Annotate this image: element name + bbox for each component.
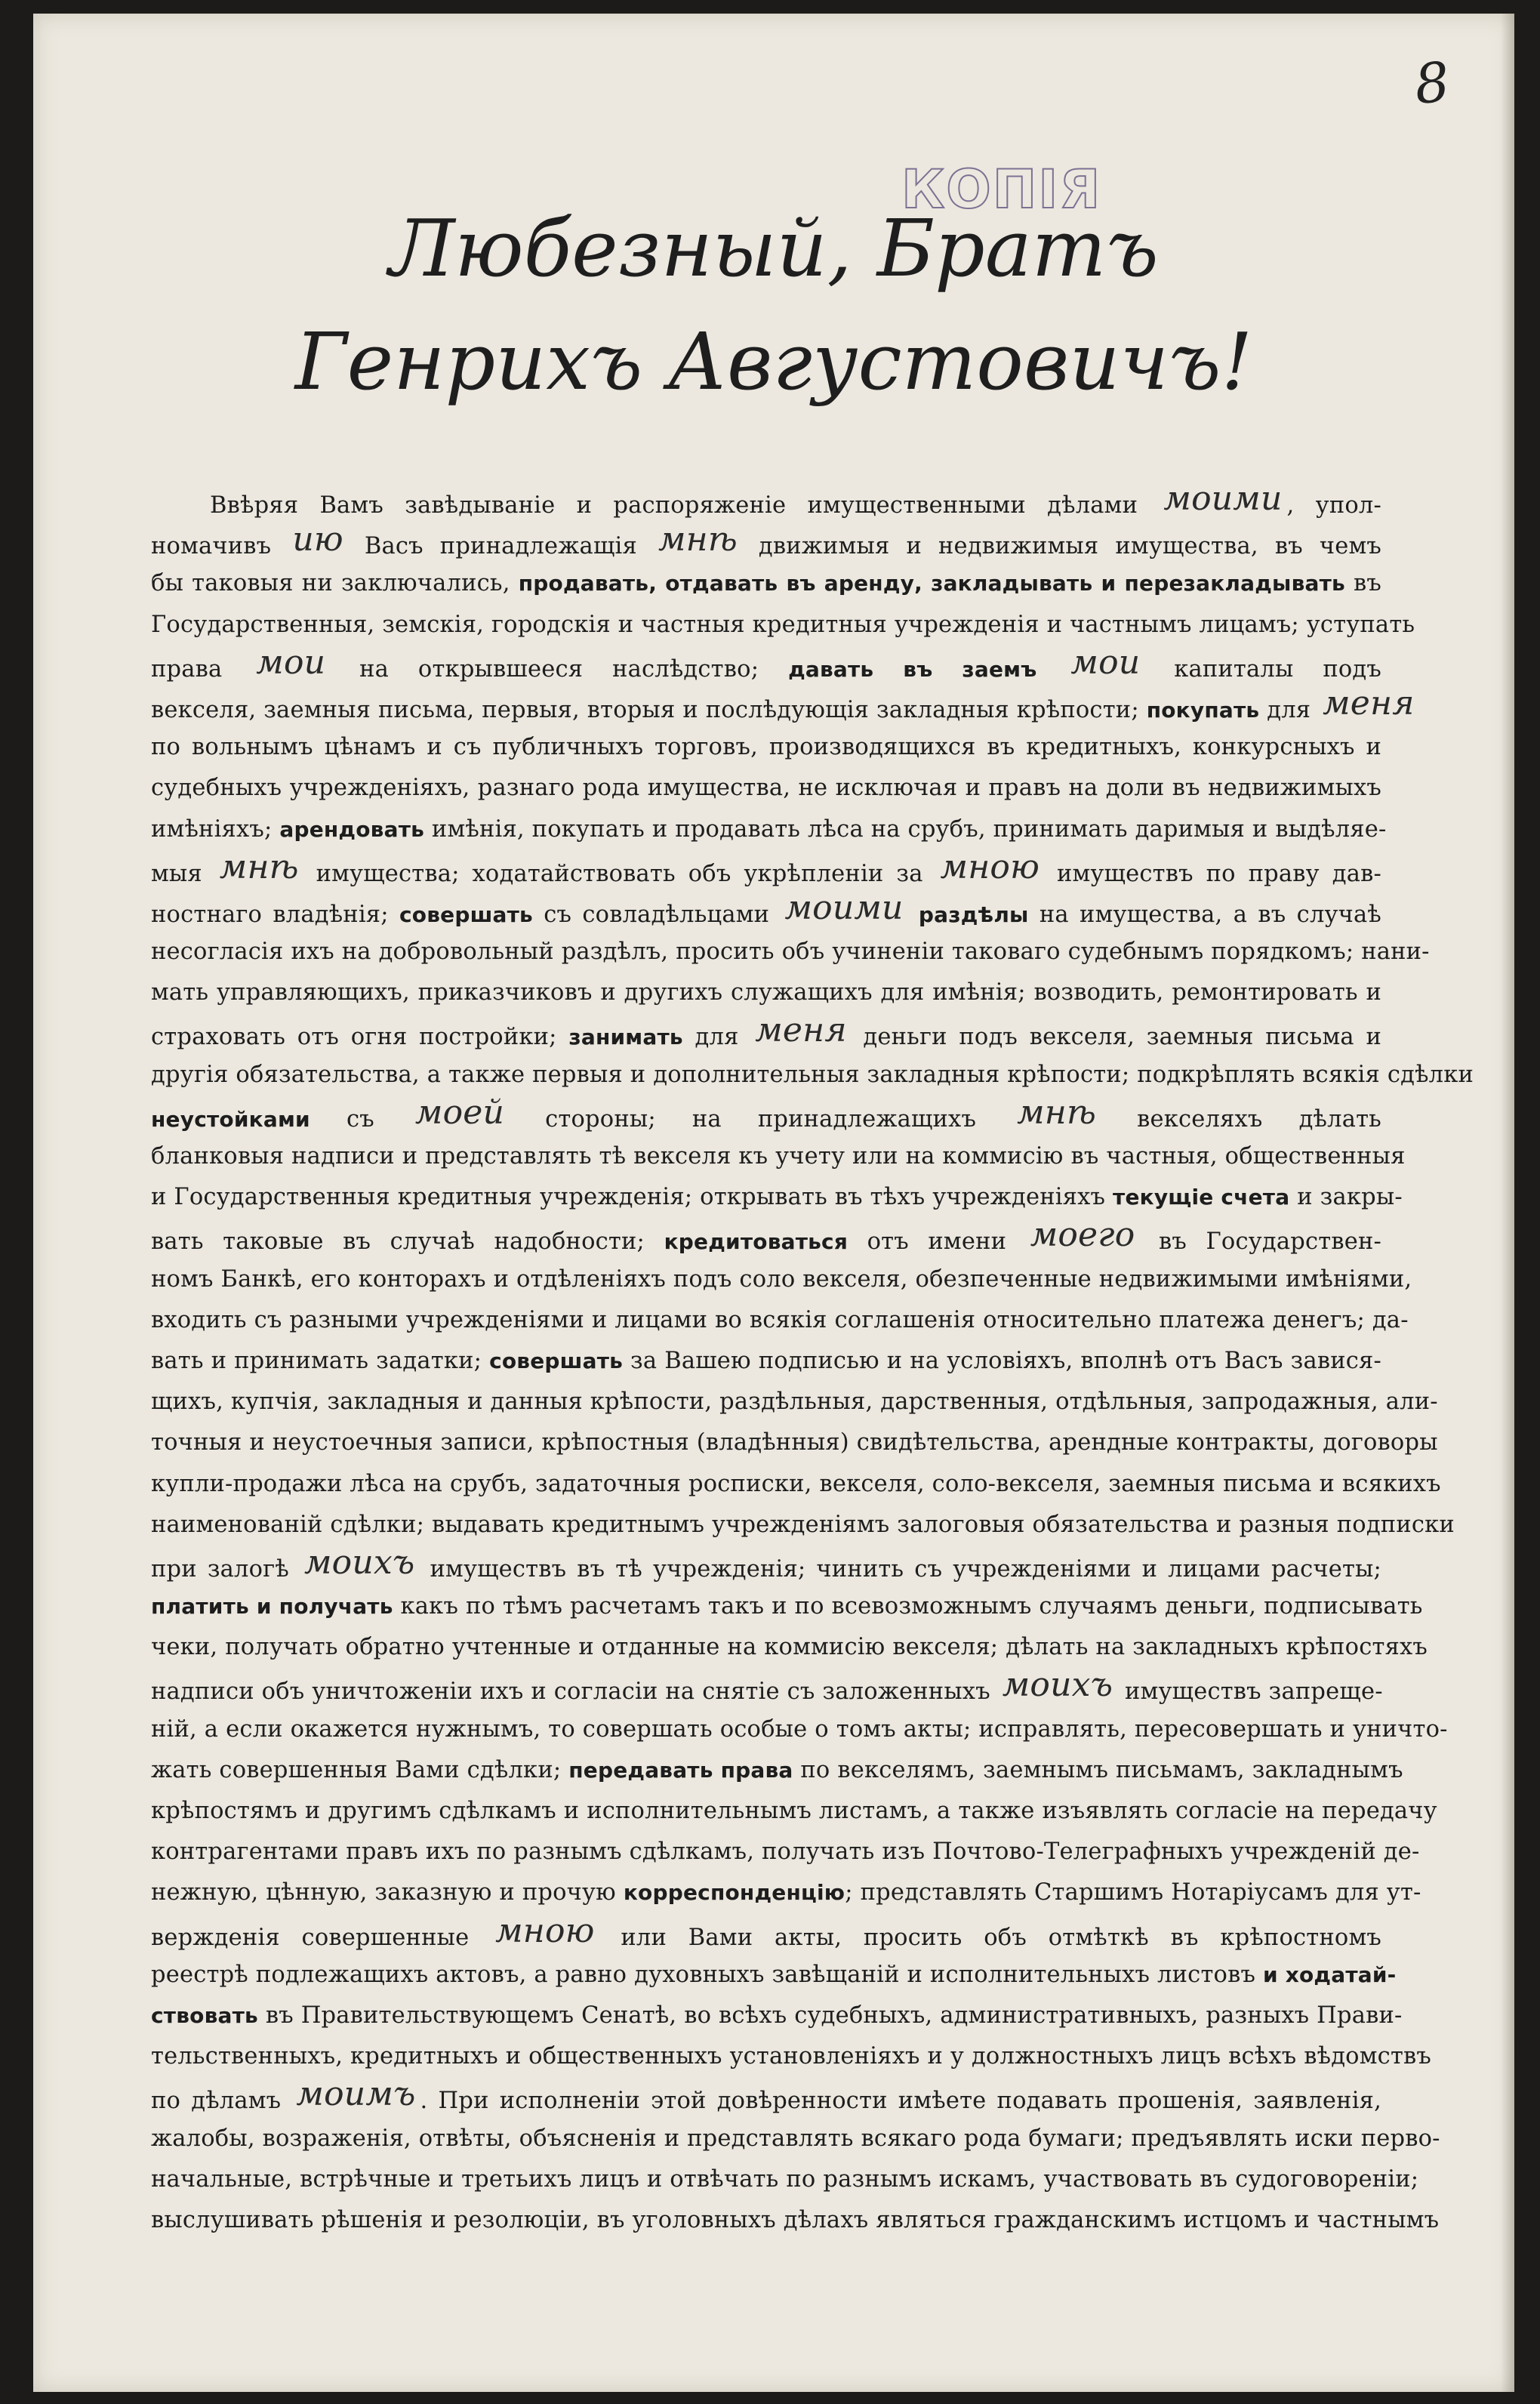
- printed-text: Государственныя, земскія, городскія и частныя кредитныя учрежденія и частнымъ лицамъ; уступать: [151, 611, 1415, 638]
- handwritten-insert: меня: [755, 1011, 847, 1050]
- handwritten-insert: моей: [414, 1093, 505, 1132]
- printed-text: стороны; на принадлежащихъ: [509, 1105, 1013, 1133]
- text-line: [151, 522, 1381, 563]
- printed-text: права: [151, 655, 252, 683]
- bold-term: передавать права: [568, 1757, 793, 1783]
- handwritten-insert: мои: [1070, 643, 1141, 682]
- printed-text: имущества; ходатайствовать объ укрѣпленіи за: [303, 860, 936, 887]
- printed-text: судебныхъ учрежденіяхъ, разнаго рода имущества, не исключая и правъ на доли въ недвижимыхъ: [151, 775, 1381, 802]
- printed-text: чеки, получать обратно учтенные и отданные на коммисію векселя; дѣлать на закладныхъ крѣпостяхъ: [151, 1634, 1428, 1661]
- printed-text: имуществъ въ тѣ учрежденія; чинить съ учрежденіями и лицами расчеты;: [419, 1555, 1381, 1583]
- printed-text: отъ имени: [848, 1228, 1026, 1256]
- printed-text: на открывшееся наслѣдство;: [330, 655, 789, 683]
- handwritten-insert: моими: [1163, 479, 1283, 518]
- printed-text: имѣніяхъ;: [151, 815, 280, 843]
- printed-text: нежную, цѣнную, заказную и прочую: [151, 1879, 624, 1906]
- printed-text: бы таковыя ни заключались,: [151, 570, 519, 597]
- printed-text: надписи объ уничтоженіи ихъ и согласіи на снятіе съ заложенныхъ: [151, 1678, 998, 1706]
- text-line: [151, 1505, 1455, 1546]
- text-line: [151, 683, 1415, 727]
- text-line: [151, 1955, 1397, 1996]
- bold-term: раздѣлы: [918, 902, 1029, 927]
- bold-term: текущіе счета: [1113, 1185, 1290, 1210]
- text-line: [151, 2159, 1419, 2200]
- printed-text: деньги подъ векселя, заемныя письма и: [851, 1024, 1381, 1051]
- bold-term: кредитоваться: [664, 1229, 849, 1255]
- text-line: [151, 1627, 1428, 1668]
- text-line: [151, 1464, 1441, 1505]
- text-line: [151, 643, 1381, 686]
- bold-term: неустойками: [151, 1106, 310, 1132]
- printed-text: жать совершенныя Вами сдѣлки;: [151, 1756, 569, 1783]
- bold-term: покупать: [1146, 697, 1260, 723]
- bold-term: платить и получать: [151, 1594, 393, 1620]
- handwritten-insert: моимъ: [296, 2075, 416, 2114]
- printed-text: при залогѣ: [151, 1555, 300, 1583]
- text-line: [151, 1911, 1381, 1955]
- printed-text: номачивъ: [151, 533, 288, 560]
- text-line: [151, 1218, 1381, 1259]
- printed-text: какъ по тѣмъ расчетамъ такъ и по всевозможнымъ случаямъ деньги, подписывать: [393, 1593, 1423, 1620]
- bold-term: давать въ заемъ: [788, 656, 1037, 682]
- printed-text: купли-продажи лѣса на срубъ, задаточныя росписки, векселя, соло-векселя, заемныя письма и всякихъ: [151, 1470, 1441, 1497]
- bold-term: совершать: [399, 902, 533, 927]
- printed-text: тельственныхъ, кредитныхъ и общественныхъ установленіяхъ и у должностныхъ лицъ всѣхъ вѣдомствъ: [151, 2043, 1432, 2070]
- text-line: [151, 888, 1382, 932]
- text-line: [151, 2077, 1381, 2118]
- printed-text: по дѣламъ: [151, 2088, 292, 2115]
- printed-text: Ввѣряя Вамъ завѣдываніе и распоряженіе имущественными дѣлами: [210, 492, 1160, 519]
- bold-term: и ходатай-: [1262, 1962, 1397, 1987]
- printed-text: . При исполненіи этой довѣренности имѣете подавать прошенія, заявленія,: [420, 2088, 1381, 2115]
- printed-text: имѣнія, покупать и продавать лѣса на срубъ, принимать даримыя и выдѣляе-: [424, 815, 1387, 843]
- handwritten-insert: мною: [940, 847, 1040, 886]
- text-line: [151, 1709, 1448, 1750]
- handwritten-insert: моего: [1030, 1216, 1135, 1255]
- handwritten-insert: моихъ: [1002, 1666, 1113, 1705]
- printed-text: реестрѣ подлежащихъ актовъ, а равно духовныхъ завѣщаній и исполнительныхъ листовъ: [151, 1961, 1263, 1988]
- text-line: [151, 1341, 1381, 1382]
- printed-text: и закры-: [1289, 1184, 1403, 1211]
- salutation-line-1: Любезный, Братъ: [389, 202, 1159, 294]
- printed-text: движимыя и недвижимыя имущества, въ чемъ: [741, 533, 1381, 560]
- handwritten-insert: моихъ: [304, 1543, 415, 1582]
- handwritten-insert: мои: [256, 643, 326, 682]
- text-line: [151, 1543, 1381, 1586]
- handwritten-insert: мнѣ: [1017, 1093, 1097, 1132]
- handwritten-insert: моими: [784, 888, 904, 927]
- bold-term: занимать: [568, 1025, 683, 1050]
- printed-text: по векселямъ, заемнымъ письмамъ, закладнымъ: [793, 1756, 1403, 1783]
- printed-text: мыя: [151, 860, 215, 887]
- text-line: [151, 2036, 1432, 2077]
- text-line: [151, 1750, 1403, 1791]
- printed-text: наименованій сдѣлки; выдавать кредитнымъ учрежденіямъ залоговыя обязательства и разныя подписки: [151, 1511, 1455, 1538]
- text-line: [151, 605, 1415, 646]
- printed-text: вать и принимать задатки;: [151, 1347, 490, 1374]
- text-line: [151, 1832, 1420, 1872]
- printed-text: Васъ принадлежащія: [347, 533, 654, 560]
- printed-text: ; представлять Старшимъ Нотаріусамъ для ут-: [845, 1879, 1421, 1906]
- salutation-line-2: Генрихъ Августовичъ!: [294, 316, 1253, 408]
- text-line: [151, 1177, 1403, 1218]
- text-line: [151, 1300, 1409, 1341]
- bold-term: арендовать: [279, 816, 425, 842]
- printed-text: ній, а если окажется нужнымъ, то совершать особые о томъ акты; исправлять, пересовершать и уничто-: [151, 1715, 1448, 1743]
- text-line: [151, 479, 1381, 522]
- text-line: [151, 972, 1381, 1013]
- printed-text: для: [682, 1024, 751, 1051]
- printed-text: съ совладѣльцами: [532, 901, 781, 928]
- text-line: [151, 563, 1381, 604]
- printed-text: жалобы, возраженія, отвѣты, объясненія и представлять всякаго рода бумаги; предъявлять иски перво-: [151, 2125, 1440, 2152]
- handwritten-insert: мною: [495, 1911, 595, 1950]
- bold-term: совершать: [489, 1348, 624, 1373]
- printed-text: начальные, встрѣчные и третьихъ лицъ и отвѣчать по разнымъ искамъ, участвовать въ судоговореніи;: [151, 2165, 1419, 2193]
- printed-text: съ: [310, 1105, 411, 1133]
- text-line: [151, 1668, 1381, 1709]
- text-line: [151, 1996, 1403, 2036]
- printed-text: и Государственныя кредитныя учрежденія; открывать въ тѣхъ учрежденіяхъ: [151, 1184, 1113, 1211]
- printed-text: на имущества, а въ случаѣ: [1028, 901, 1382, 928]
- text-line: [151, 1586, 1423, 1627]
- printed-text: выслушивать рѣшенія и резолюціи, въ уголовныхъ дѣлахъ являться гражданскимъ истцомъ и частнымъ: [151, 2206, 1440, 2233]
- handwritten-insert: мнѣ: [658, 520, 738, 559]
- text-line: [151, 727, 1381, 768]
- text-line: [151, 932, 1430, 972]
- text-line: [151, 809, 1387, 850]
- page-number: 8: [1411, 49, 1453, 117]
- text-line: [151, 1013, 1381, 1054]
- printed-text: [908, 902, 919, 928]
- printed-text: бланковыя надписи и представлять тѣ векселя къ учету или на коммисію въ частныя, общественныя: [151, 1143, 1406, 1170]
- printed-text: по вольнымъ цѣнамъ и съ публичныхъ торговъ, производящихся въ кредитныхъ, конкурсныхъ и: [151, 734, 1381, 761]
- handwritten-insert: меня: [1323, 683, 1415, 723]
- text-line: [151, 2119, 1440, 2159]
- printed-text: въ Правительствующемъ Сенатѣ, во всѣхъ судебныхъ, административныхъ, разныхъ Прави-: [257, 2002, 1403, 2029]
- printed-text: щихъ, купчія, закладныя и данныя крѣпости, раздѣльныя, дарственныя, отдѣльныя, запродажныя, али-: [151, 1388, 1438, 1416]
- printed-text: , упол-: [1286, 492, 1381, 519]
- text-line: [151, 1872, 1421, 1913]
- text-line: [151, 2200, 1440, 2241]
- text-line: [151, 1791, 1437, 1832]
- printed-text: входить съ разными учрежденіями и лицами во всякія соглашенія относительно платежа денегъ; да-: [151, 1306, 1409, 1333]
- printed-text: другія обязательства, а также первыя и дополнительныя закладныя крѣпости; подкрѣплять всякія сдѣлки: [151, 1061, 1474, 1088]
- printed-text: крѣпостямъ и другимъ сдѣлкамъ и исполнительнымъ листамъ, а также изъявлять согласіе на передачу: [151, 1798, 1437, 1824]
- printed-text: или Вами акты, просить объ отмѣткѣ въ крѣпостномъ: [599, 1924, 1381, 1951]
- text-line: [151, 768, 1381, 809]
- printed-text: точныя и неустоечныя записи, крѣпостныя (владѣнныя) свидѣтельства, арендные контракты, договоры: [151, 1429, 1438, 1456]
- handwritten-insert: ию: [292, 520, 343, 559]
- printed-text: имуществъ запреще-: [1117, 1678, 1383, 1706]
- bold-term: ствовать: [151, 2002, 258, 2028]
- text-line: [151, 1093, 1381, 1136]
- text-line: [151, 1259, 1412, 1300]
- printed-text: мать управляющихъ, приказчиковъ и другихъ служащихъ для имѣнія; возводить, ремонтировать и: [151, 979, 1381, 1006]
- printed-text: за Вашею подписью и на условіяхъ, вполнѣ отъ Васъ завися-: [623, 1347, 1381, 1374]
- document-body: [151, 479, 1474, 2241]
- paper-edge-shadow: [1501, 14, 1514, 2392]
- printed-text: для: [1259, 696, 1319, 723]
- bold-term: корреспонденцію: [623, 1880, 845, 1906]
- printed-text: въ Государствен-: [1139, 1228, 1381, 1256]
- printed-text: ностнаго владѣнія;: [151, 901, 399, 928]
- printed-text: контрагентами правъ ихъ по разнымъ сдѣлкамъ, получать изъ Почтово-Телеграфныхъ учрежденій де-: [151, 1838, 1420, 1866]
- printed-text: векселя, заемныя письма, первыя, вторыя и послѣдующія закладныя крѣпости;: [151, 696, 1147, 723]
- document-page: [33, 14, 1514, 2392]
- text-line: [151, 847, 1381, 891]
- printed-text: несогласія ихъ на добровольный раздѣлъ, просить объ учиненіи таковаго судебнымъ порядкомъ; нани-: [151, 938, 1430, 966]
- printed-text: векселяхъ дѣлать: [1101, 1105, 1381, 1133]
- printed-text: [1036, 656, 1066, 683]
- printed-text: имуществъ по праву дав-: [1044, 860, 1381, 887]
- printed-text: капиталы подъ: [1144, 655, 1381, 683]
- printed-text: вать таковые въ случаѣ надобности;: [151, 1228, 664, 1256]
- text-line: [151, 1136, 1406, 1177]
- text-line: [151, 1382, 1438, 1422]
- text-line: [151, 1055, 1474, 1096]
- copy-stamp: КОПІЯ: [901, 159, 1102, 220]
- handwritten-insert: мнѣ: [219, 847, 299, 886]
- printed-text: вержденія совершенные: [151, 1924, 491, 1951]
- text-line: [151, 1422, 1438, 1463]
- printed-text: въ: [1344, 570, 1382, 597]
- printed-text: страховать отъ огня постройки;: [151, 1024, 569, 1051]
- printed-text: номъ Банкѣ, его конторахъ и отдѣленіяхъ подъ соло векселя, обезпеченные недвижимыми имѣніями,: [151, 1265, 1412, 1293]
- bold-term: продавать, отдавать въ аренду, закладывать и перезакладывать: [518, 571, 1345, 596]
